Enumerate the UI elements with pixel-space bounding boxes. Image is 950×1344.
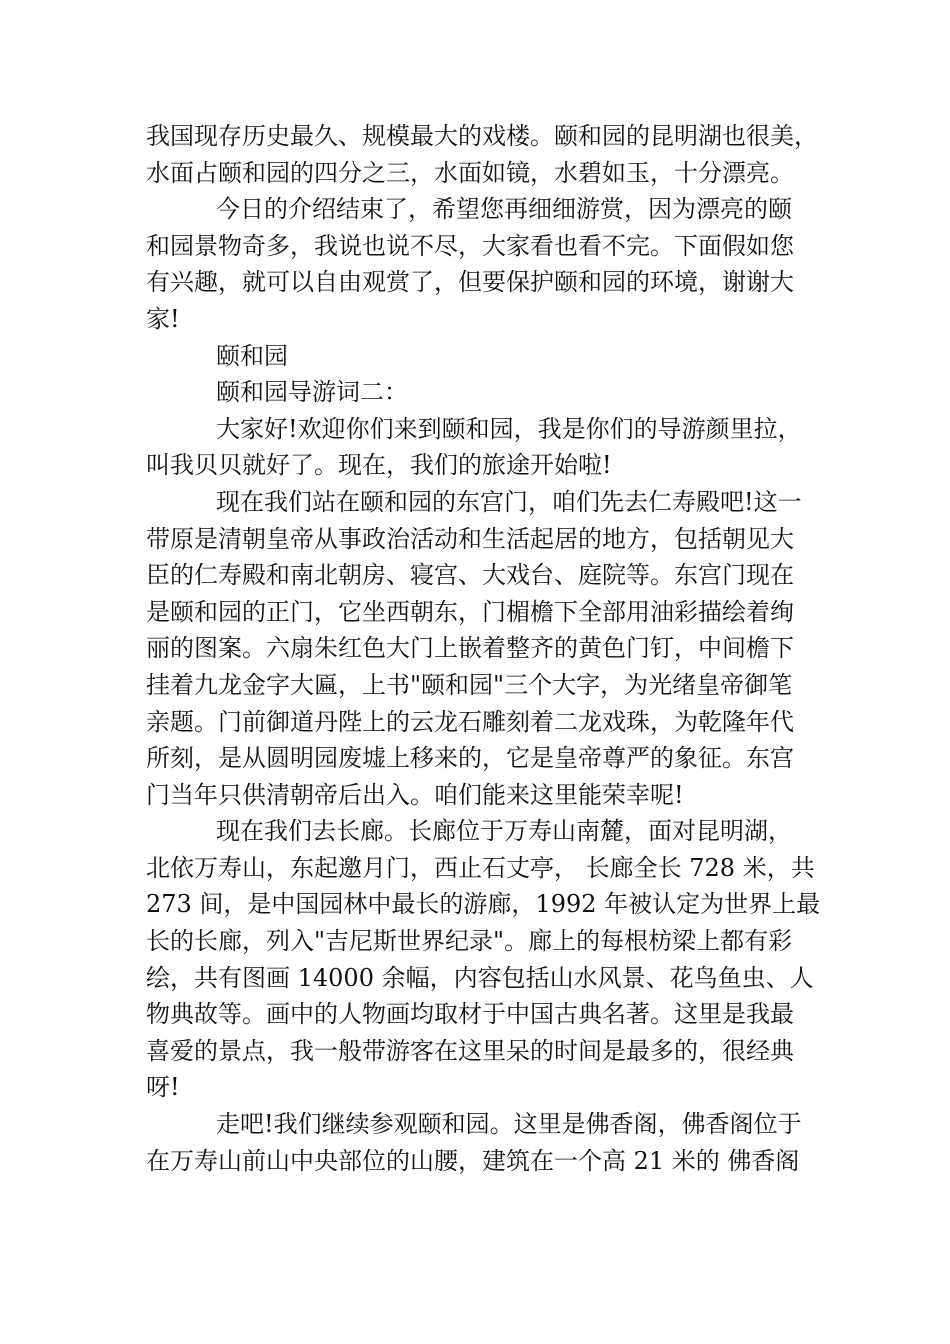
text-line: 是颐和园的正门，它坐西朝东，门楣檐下全部用油彩描绘着绚 xyxy=(146,597,794,626)
text-line: 挂着九龙金字大匾，上书"颐和园"三个大字，为光绪皇帝御笔 xyxy=(146,670,793,699)
text-line: 门当年只供清朝帝后出入。咱们能来这里能荣幸呢! xyxy=(146,780,684,809)
text-line: 叫我贝贝就好了。现在，我们的旅途开始啦! xyxy=(146,451,612,480)
text-line: 和园景物奇多，我说也说不尽，大家看也看不完。下面假如您 xyxy=(146,231,794,260)
text-line: 大家好!欢迎你们来到颐和园，我是你们的导游颜里拉， xyxy=(216,414,802,443)
text-line: 亲题。门前御道丹陛上的云龙石雕刻着二龙戏珠，为乾隆年代 xyxy=(146,707,794,736)
text-line: 绘，共有图画 14000 余幅，内容包括山水风景、花鸟鱼虫、人 xyxy=(146,963,814,992)
text-line: 丽的图案。六扇朱红色大门上嵌着整齐的黄色门钉，中间檐下 xyxy=(146,634,794,663)
text-line: 今日的介绍结束了，希望您再细细游赏，因为漂亮的颐 xyxy=(216,195,792,224)
text-line: 在万寿山前山中央部位的山腰，建筑在一个高 21 米的 佛香阁 xyxy=(146,1146,800,1175)
text-line: 273 间，是中国园林中最长的游廊，1992 年被认定为世界上最 xyxy=(146,890,821,919)
document-body xyxy=(146,118,821,1179)
text-line: 长的长廊，列入"吉尼斯世界纪录"。廊上的每根枋梁上都有彩 xyxy=(146,927,793,956)
text-line: 颐和园导游词二： xyxy=(216,378,408,407)
text-line: 喜爱的景点，我一般带游客在这里呆的时间是最多的，很经典 xyxy=(146,1036,794,1065)
text-line: 颐和园 xyxy=(216,341,288,370)
text-line: 水面占颐和园的四分之三，水面如镜，水碧如玉，十分漂亮。 xyxy=(146,158,794,187)
text-line: 带原是清朝皇帝从事政治活动和生活起居的地方，包括朝见大 xyxy=(146,524,794,553)
text-line: 现在我们站在颐和园的东宫门，咱们先去仁寿殿吧!这一 xyxy=(216,487,802,516)
text-line: 臣的仁寿殿和南北朝房、寝宫、大戏台、庭院等。东宫门现在 xyxy=(146,561,794,590)
text-line: 家! xyxy=(146,304,180,333)
text-line: 我国现存历史最久、规模最大的戏楼。颐和园的昆明湖也很美， xyxy=(146,122,818,150)
text-line: 现在我们去长廊。长廊位于万寿山南麓，面对昆明湖， xyxy=(216,817,792,846)
text-line: 物典故等。画中的人物画均取材于中国古典名著。这里是我最 xyxy=(146,1000,794,1029)
text-line: 呀! xyxy=(146,1073,180,1102)
text-line: 所刻，是从圆明园废墟上移来的，它是皇帝尊严的象征。东宫 xyxy=(146,744,794,773)
text-line: 北依万寿山，东起邀月门，西止石丈亭， 长廊全长 728 米，共 xyxy=(146,853,815,882)
text-line: 走吧!我们继续参观颐和园。这里是佛香阁，佛香阁位于 xyxy=(216,1110,802,1139)
text-line: 有兴趣，就可以自由观赏了，但要保护颐和园的环境，谢谢大 xyxy=(146,268,794,297)
